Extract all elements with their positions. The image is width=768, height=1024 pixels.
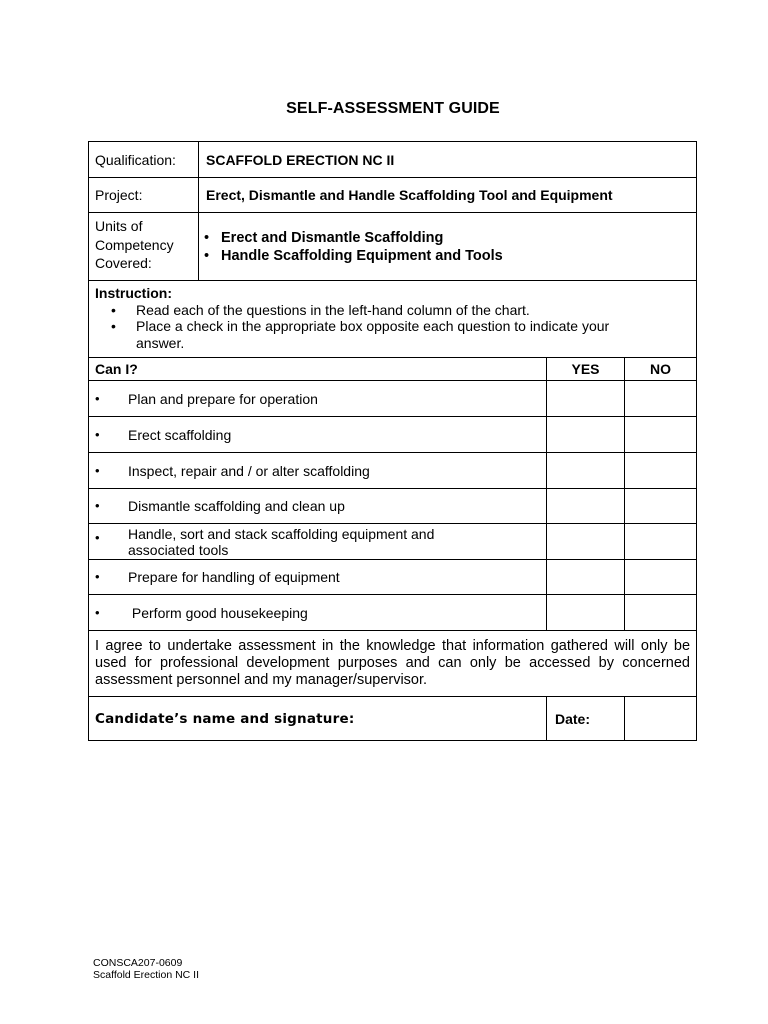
bullet: • [95,569,100,584]
units-label-line2: Competency [95,237,174,253]
question-text: Plan and prepare for operation [128,390,318,407]
yes-checkbox-cell[interactable] [547,595,625,631]
units-list-cell [199,213,697,281]
qualification-label: Qualification: [89,142,199,178]
question-row [89,560,697,595]
question-text: Dismantle scaffolding and clean up [128,498,345,514]
no-checkbox-cell[interactable] [625,489,697,524]
question-cell [89,524,547,560]
self-assessment-table [88,141,697,741]
yes-checkbox-cell[interactable] [547,489,625,524]
no-checkbox-cell[interactable] [625,524,697,560]
footer-code: CONSCA207-0609 [93,957,183,969]
no-checkbox-cell[interactable] [625,381,697,417]
instruction-row [89,281,697,358]
question-cell [89,489,547,524]
yes-checkbox-cell[interactable] [547,524,625,560]
date-field[interactable] [625,697,697,741]
question-row [89,453,697,489]
footer-name: Scaffold Erection NC II [93,969,200,981]
page-footer [93,957,199,981]
signature-row [89,697,697,741]
question-row [89,489,697,524]
yes-checkbox-cell[interactable] [547,453,625,489]
agreement-text: I agree to undertake assessment in the knowledge that information gathered will only be used for professional development purposes and can only be accessed by concerned assessment personnel and my manager/supervisor. [89,631,697,697]
question-cell [89,453,547,489]
checklist-header-row [89,358,697,381]
bullet: • [95,390,100,406]
units-label-line3: Covered: [95,255,152,271]
yes-checkbox-cell[interactable] [547,381,625,417]
instruction-item: • Read each of the questions in the left-hand column of the chart. [95,302,690,319]
no-checkbox-cell[interactable] [625,453,697,489]
project-label: Project: [89,178,199,213]
page-title: SELF-ASSESSMENT GUIDE [286,100,500,117]
question-row [89,595,697,631]
instruction-heading: Instruction: [95,285,172,301]
question-text: Handle, sort and stack scaffolding equipment and associated tools [128,525,435,558]
project-row [89,178,697,213]
unit-item: • Erect and Dismantle Scaffolding [199,229,696,247]
question-text: Perform good housekeeping [128,604,308,621]
bullet: • [95,530,100,545]
question-row [89,524,697,560]
no-checkbox-cell[interactable] [625,417,697,453]
no-checkbox-cell[interactable] [625,560,697,595]
question-row [89,417,697,453]
question-cell [89,595,547,631]
units-list [199,229,696,265]
qualification-value: SCAFFOLD ERECTION NC II [199,142,697,178]
units-label-line1: Units of [95,218,143,234]
yes-checkbox-cell[interactable] [547,560,625,595]
question-row [89,381,697,417]
question-cell [89,560,547,595]
question-cell [89,381,547,417]
no-checkbox-cell[interactable] [625,595,697,631]
instruction-list [95,302,690,352]
bullet: • [95,498,100,513]
bullet: • [95,462,100,478]
question-text: Prepare for handling of equipment [128,569,340,585]
bullet: • [95,426,100,442]
question-text: Inspect, repair and / or alter scaffolding [128,462,370,479]
instruction-cell [89,281,697,358]
date-label: Date: [547,697,625,741]
question-cell [89,417,547,453]
instruction-item: • Place a check in the appropriate box opposite each question to indicate your answer. [95,318,690,351]
units-label [89,213,199,281]
project-value: Erect, Dismantle and Handle Scaffolding Tool and Equipment [199,178,697,213]
yes-header: YES [547,358,625,381]
bullet: • [95,604,100,620]
agreement-row [89,631,697,697]
question-header: Can I? [89,358,547,381]
units-row [89,213,697,281]
no-header: NO [625,358,697,381]
question-text: Erect scaffolding [128,426,232,443]
candidate-signature-field[interactable]: Candidate’s name and signature: [89,697,547,741]
yes-checkbox-cell[interactable] [547,417,625,453]
unit-item: • Handle Scaffolding Equipment and Tools [199,247,696,265]
qualification-row [89,142,697,178]
